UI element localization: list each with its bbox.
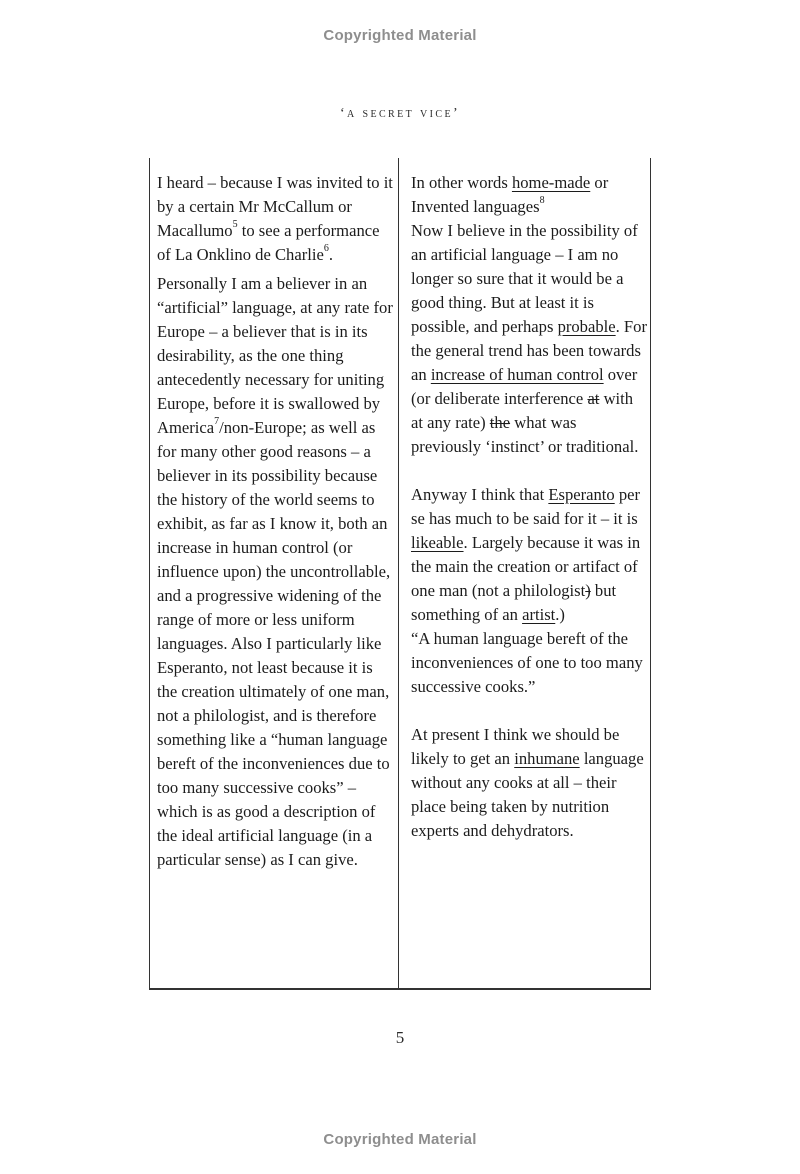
text-run: At present I think we should be likely to get an	[411, 725, 620, 768]
text-run: Personally I am a believer in an “artificial” language, at any rate for Europe – a believer that is in its desirability, as the one thing antecedently necessary for uniting Europe, before it is swallowed by America	[157, 274, 393, 437]
left-paragraph-1	[157, 171, 393, 267]
footnote-marker-7: 7	[214, 416, 220, 428]
underlined-word: probable	[557, 317, 616, 336]
text-run: Now I believe in the possibility of an artificial language – I am no longer so sure that it would be a good thing. But at least it is possible, and perhaps	[411, 221, 638, 336]
right-paragraph-1	[411, 171, 647, 219]
footnote-marker-8: 8	[539, 195, 545, 207]
right-column	[411, 171, 647, 843]
table-column-divider	[398, 158, 399, 989]
left-paragraph-2	[157, 272, 393, 872]
table-right-rule	[650, 158, 651, 989]
table-bottom-rule	[149, 988, 651, 990]
underlined-word: inhumane	[514, 749, 580, 768]
right-paragraph-2	[411, 219, 647, 459]
text-run: to see a performance of La Onklino de Charlie	[157, 221, 380, 264]
text-run: over (or deliberate interference	[411, 365, 638, 408]
right-paragraph-4: “A human language bereft of the inconveniences of one to too many successive cooks.”	[411, 629, 643, 696]
footnote-marker-5: 5	[232, 219, 238, 231]
copyright-notice-bottom: Copyrighted Material	[323, 1131, 477, 1148]
text-run: or Invented languages	[411, 173, 609, 216]
underlined-word: home-made	[511, 173, 591, 192]
struck-word: the	[489, 413, 511, 432]
text-run: language without any cooks at all – their place being taken by nutrition experts and dehydrators.	[411, 749, 644, 840]
struck-word: at	[587, 389, 600, 408]
page-number: 5	[395, 1028, 405, 1047]
text-run: per se has much to be said for it – it is	[411, 485, 641, 528]
struck-mark: )	[585, 581, 591, 600]
text-run: Anyway I think that	[411, 485, 549, 504]
text-run: what was previously ‘instinct’ or traditional.	[411, 413, 639, 456]
text-run: .	[328, 245, 333, 264]
text-run: but something of an	[411, 581, 617, 624]
text-run: .)	[555, 605, 565, 624]
copyright-notice-top: Copyrighted Material	[323, 27, 477, 44]
text-run: . Largely because it was in the main the creation or artifact of one man (not a philologist	[411, 533, 641, 600]
right-paragraph-5	[411, 723, 647, 843]
manuscript-table	[149, 158, 651, 990]
text-run: . For the general trend has been towards an	[411, 317, 647, 384]
table-left-rule	[149, 158, 150, 989]
text-run: with at any rate)	[411, 389, 634, 432]
underlined-word: Esperanto	[548, 485, 615, 504]
underlined-phrase: increase of human control	[430, 365, 604, 384]
text-run: /non-Europe; as well as for many other good reasons – a believer in its possibility because the history of the world seems to exhibit, as far as I know it, both an increase in human control (or influence upon) the uncontrollable, and a progressive widening of the range of more or less uniform languages. Also I particularly like Esperanto, not least because it is the creation ultimately of one man, not a philologist, and is therefore something like a “human language bereft of the inconveniences due to too many successive cooks” – which is as good a description of the ideal artificial language (in a particular sense) as I can give.	[157, 418, 391, 869]
footnote-marker-6: 6	[323, 243, 329, 255]
text-run: I heard – because I was invited to it by a certain Mr McCallum or Macallumo	[157, 173, 393, 240]
left-column	[157, 171, 393, 872]
right-paragraph-3	[411, 483, 647, 627]
underlined-word: artist	[522, 605, 556, 624]
text-run: In other words	[411, 173, 512, 192]
underlined-word: likeable	[411, 533, 464, 552]
running-head: ‘a secret vice’	[339, 106, 461, 121]
